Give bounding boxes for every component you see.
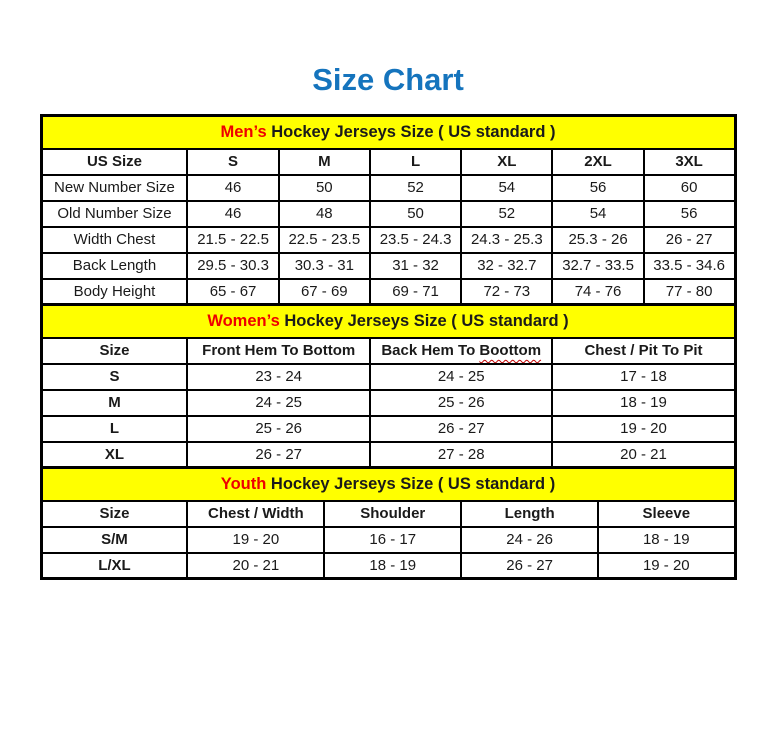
table-row [41, 227, 735, 253]
column-header: Shoulder [324, 501, 461, 527]
column-header: Size [41, 501, 187, 527]
table-cell: 26 - 27 [370, 416, 553, 442]
row-label: L/XL [41, 553, 187, 579]
column-header: Chest / Width [187, 501, 324, 527]
womens-size-table [40, 303, 737, 469]
table-cell: 46 [187, 175, 278, 201]
table-cell: 19 - 20 [598, 553, 735, 579]
table-cell: 26 - 27 [461, 553, 598, 579]
column-header-text: Back Hem To [381, 342, 476, 359]
table-cell: 30.3 - 31 [279, 253, 370, 279]
table-cell: 24 - 25 [187, 390, 370, 416]
table-row [41, 527, 735, 553]
table-cell: 65 - 67 [187, 279, 278, 305]
youth-columns-row [41, 501, 735, 527]
column-header: Size [41, 338, 187, 364]
table-cell: 46 [187, 201, 278, 227]
table-cell: 23 - 24 [187, 364, 370, 390]
table-cell: 50 [279, 175, 370, 201]
table-row [41, 253, 735, 279]
row-label: Width Chest [41, 227, 187, 253]
table-cell: 32 - 32.7 [461, 253, 552, 279]
table-cell: 20 - 21 [552, 442, 735, 468]
column-header: 2XL [552, 149, 643, 175]
table-cell: 52 [370, 175, 461, 201]
table-cell: 56 [552, 175, 643, 201]
table-cell: 77 - 80 [644, 279, 735, 305]
table-row [41, 364, 735, 390]
table-cell: 16 - 17 [324, 527, 461, 553]
section-title-rest: Hockey Jerseys Size ( US standard ) [266, 122, 556, 141]
mens-columns-row [41, 149, 735, 175]
column-header: M [279, 149, 370, 175]
table-cell: 23.5 - 24.3 [370, 227, 461, 253]
table-cell: 54 [461, 175, 552, 201]
table-row [41, 416, 735, 442]
table-row [41, 553, 735, 579]
table-row [41, 390, 735, 416]
row-label: L [41, 416, 187, 442]
table-cell: 22.5 - 23.5 [279, 227, 370, 253]
table-cell: 50 [370, 201, 461, 227]
table-cell: 48 [279, 201, 370, 227]
table-cell: 27 - 28 [370, 442, 553, 468]
section-header [41, 305, 735, 338]
column-header: Length [461, 501, 598, 527]
column-header [370, 338, 553, 364]
table-cell: 17 - 18 [552, 364, 735, 390]
table-cell: 25 - 26 [187, 416, 370, 442]
mens-section-header-row [41, 116, 735, 149]
womens-columns-row [41, 338, 735, 364]
mens-size-table [40, 114, 737, 306]
section-header [41, 468, 735, 501]
section-title-rest: Hockey Jerseys Size ( US standard ) [279, 311, 569, 330]
youth-section-header-row [41, 468, 735, 501]
table-cell: 31 - 32 [370, 253, 461, 279]
size-chart-tables [40, 114, 737, 580]
row-label: Body Height [41, 279, 187, 305]
column-header: S [187, 149, 278, 175]
table-cell: 19 - 20 [187, 527, 324, 553]
table-row [41, 442, 735, 468]
table-cell: 74 - 76 [552, 279, 643, 305]
column-header: Front Hem To Bottom [187, 338, 370, 364]
table-cell: 18 - 19 [324, 553, 461, 579]
table-cell: 67 - 69 [279, 279, 370, 305]
table-cell: 69 - 71 [370, 279, 461, 305]
youth-size-table [40, 466, 737, 580]
column-header: 3XL [644, 149, 735, 175]
row-label: Old Number Size [41, 201, 187, 227]
womens-section-header-row [41, 305, 735, 338]
page-title: Size Chart [312, 62, 464, 97]
table-cell: 24 - 26 [461, 527, 598, 553]
table-cell: 24 - 25 [370, 364, 553, 390]
row-label: M [41, 390, 187, 416]
table-cell: 24.3 - 25.3 [461, 227, 552, 253]
column-header: XL [461, 149, 552, 175]
row-label: S/M [41, 527, 187, 553]
column-header-misspelled-word: Boottom [479, 342, 542, 359]
column-header: L [370, 149, 461, 175]
column-header: Sleeve [598, 501, 735, 527]
table-cell: 18 - 19 [598, 527, 735, 553]
column-header: Chest / Pit To Pit [552, 338, 735, 364]
table-row [41, 279, 735, 305]
table-cell: 33.5 - 34.6 [644, 253, 735, 279]
table-cell: 18 - 19 [552, 390, 735, 416]
table-cell: 26 - 27 [187, 442, 370, 468]
table-cell: 32.7 - 33.5 [552, 253, 643, 279]
table-cell: 29.5 - 30.3 [187, 253, 278, 279]
table-cell: 25.3 - 26 [552, 227, 643, 253]
table-cell: 60 [644, 175, 735, 201]
table-cell: 52 [461, 201, 552, 227]
row-label: Back Length [41, 253, 187, 279]
table-cell: 21.5 - 22.5 [187, 227, 278, 253]
table-cell: 25 - 26 [370, 390, 553, 416]
section-title-accent: Men’s [220, 122, 267, 141]
table-cell: 26 - 27 [644, 227, 735, 253]
section-title-accent: Women’s [207, 311, 280, 330]
table-cell: 72 - 73 [461, 279, 552, 305]
table-row [41, 201, 735, 227]
row-label: XL [41, 442, 187, 468]
section-title-accent: Youth [220, 474, 267, 493]
column-header: US Size [41, 149, 187, 175]
row-label: S [41, 364, 187, 390]
table-cell: 20 - 21 [187, 553, 324, 579]
table-row [41, 175, 735, 201]
table-cell: 56 [644, 201, 735, 227]
row-label: New Number Size [41, 175, 187, 201]
table-cell: 19 - 20 [552, 416, 735, 442]
section-header [41, 116, 735, 149]
table-cell: 54 [552, 201, 643, 227]
section-title-rest: Hockey Jerseys Size ( US standard ) [266, 474, 556, 493]
